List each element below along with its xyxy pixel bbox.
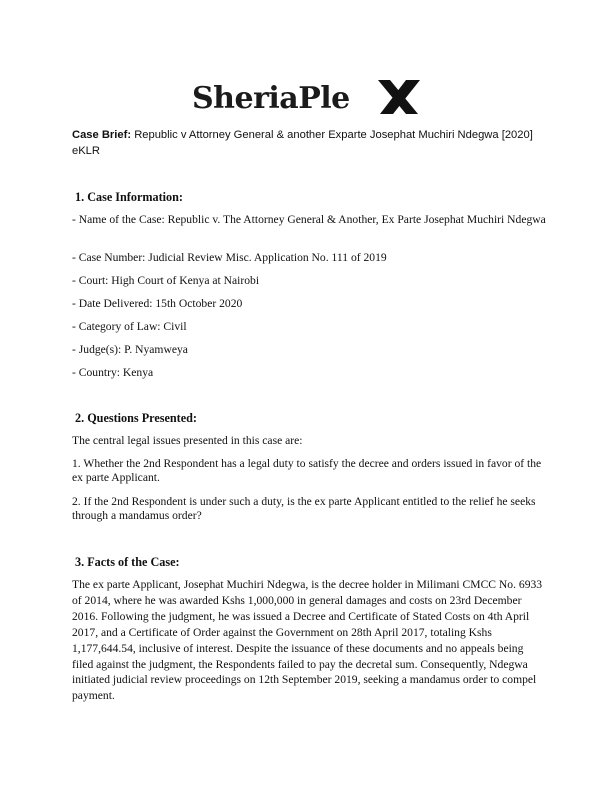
case-info-name: - Name of the Case: Republic v. The Attorney General & Another, Ex Parte Josephat Muchiri Ndegwa: [72, 213, 546, 226]
case-info-court: - Court: High Court of Kenya at Nairobi: [72, 274, 260, 287]
case-info-category: - Category of Law: Civil: [72, 320, 187, 333]
case-info-date: - Date Delivered: 15th October 2020: [72, 297, 243, 310]
case-info-country: - Country: Kenya: [72, 366, 154, 379]
section-heading-facts: 3. Facts of the Case:: [75, 555, 180, 569]
logo-x-mark-icon: [378, 80, 420, 114]
logo-wordmark: SheriaPle: [192, 81, 350, 116]
facts-paragraph: The ex parte Applicant, Josephat Muchiri Ndegwa, is the decree holder in Milimani CMCC No. 6933 of 2014, where he was awarded Kshs 1,000,000 in general damages and costs on 23rd December 2016. Following the judgment, he was issued a Decree and Certificate of Stated Costs on 4th April 2017, and a Certificate of Order against the Government on 28th April 2017, totaling Kshs 1,177,644.54, inclusive of interest. Despite the issuance of these documents and no appeals being filed against the judgment, the Respondents failed to pay the decretal sum. Consequently, Ndegwa initiated judicial review proceedings on 12th September 2019, seeking a mandamus order to compel payment.: [72, 578, 543, 703]
case-brief-title: [72, 127, 547, 159]
case-info-judges: - Judge(s): P. Nyamweya: [72, 343, 188, 356]
case-brief-text: Republic v Attorney General & another Exparte Josephat Muchiri Ndegwa [2020] eKLR: [72, 129, 533, 157]
questions-intro: The central legal issues presented in this case are:: [72, 434, 303, 447]
sheriaplex-logo: [190, 74, 422, 120]
question-item-2: 2. If the 2nd Respondent is under such a duty, is the ex parte Applicant entitled to the relief he seeks through a mandamus order?: [72, 495, 536, 523]
section-heading-case-information: 1. Case Information:: [75, 190, 183, 204]
question-item-1: 1. Whether the 2nd Respondent has a legal duty to satisfy the decree and orders issued in favor of the ex parte Applicant.: [72, 457, 542, 485]
section-heading-questions-presented: 2. Questions Presented:: [75, 411, 197, 425]
case-brief-label: Case Brief:: [72, 129, 132, 141]
case-info-number: - Case Number: Judicial Review Misc. Application No. 111 of 2019: [72, 251, 387, 264]
logo-graphic: [190, 74, 422, 120]
